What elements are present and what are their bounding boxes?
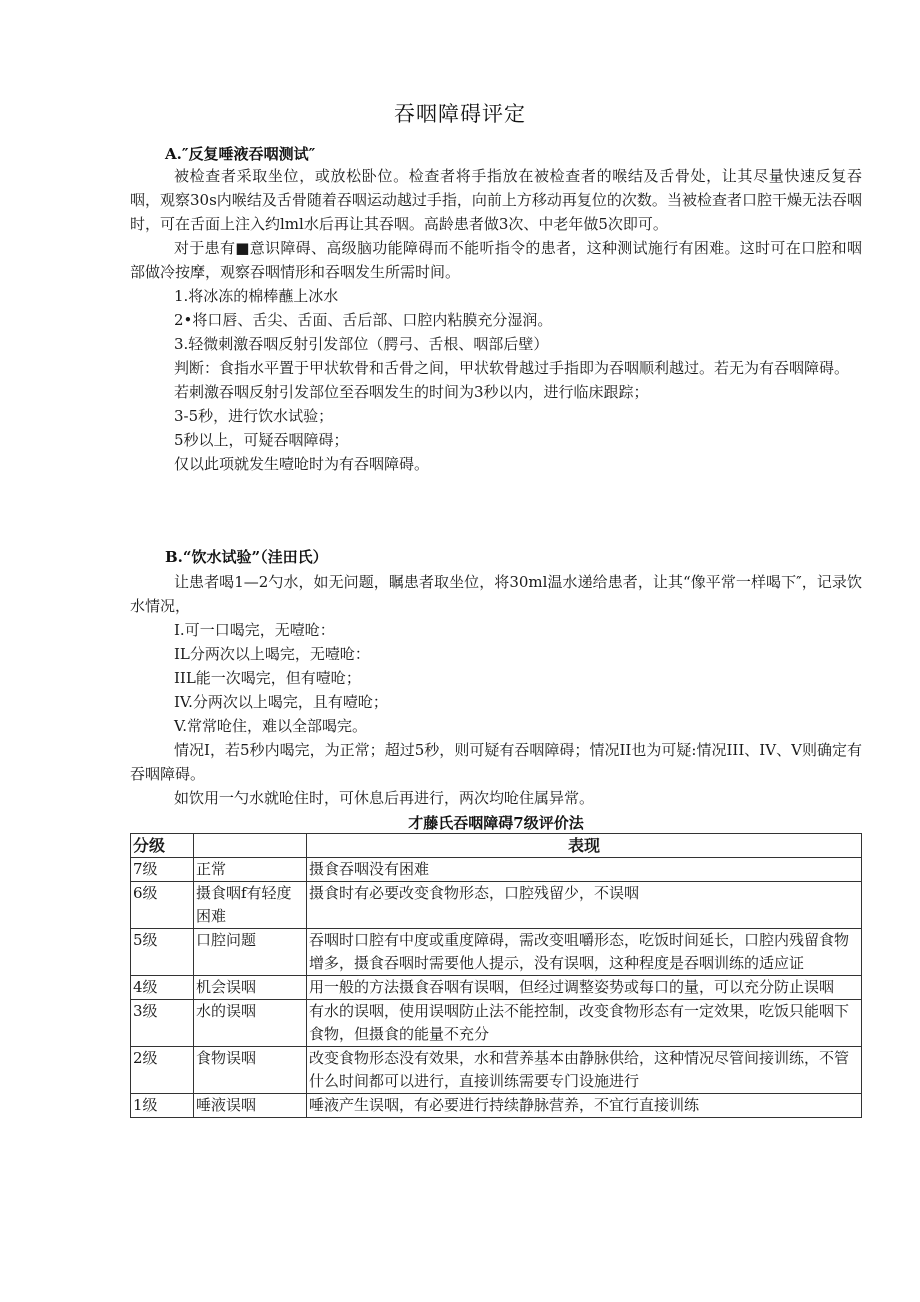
grade-cell: 6级 (131, 882, 194, 929)
section-a-heading: A.″反复唾液吞咽测试″ (165, 145, 316, 163)
section-b-paragraph-3: 如饮用一勺水就呛住时，可休息后再进行，两次均呛住属异常。 (174, 789, 595, 807)
result-item: IL分两次以上喝完，无噎呛： (174, 645, 370, 663)
name-cell: 唾液误咽 (194, 1094, 307, 1118)
name-cell: 食物误咽 (194, 1047, 307, 1094)
name-cell: 摄食咽f有轻度困难 (194, 882, 307, 929)
criterion-item: 5秒以上，可疑吞咽障碍； (174, 431, 349, 449)
grade-cell: 4级 (131, 976, 194, 1000)
description-cell: 用一般的方法摄食吞咽有误咽，但经过调整姿势或每口的量，可以充分防止误咽 (307, 976, 862, 1000)
name-cell: 口腔问题 (194, 929, 307, 976)
grading-table (130, 833, 862, 1118)
section-b-paragraph-2: 情况I，若5秒内喝完，为正常；超过5秒，则可疑有吞咽障碍；情况II也为可疑:情况III、IV、V则确定有吞咽障碍。 (130, 741, 862, 783)
section-b-body (130, 570, 862, 810)
judgement-paragraph: 判断：食指水平置于甲状软骨和舌骨之间，甲状软骨越过手指即为吞咽顺利越过。若无为有吞咽障碍。 (174, 359, 850, 377)
table-header-row (131, 834, 862, 858)
section-b-heading: B.“饮水试验”（洼田氏） (165, 548, 328, 566)
criterion-item: 仅以此项就发生噎呛时为有吞咽障碍。 (174, 455, 430, 473)
table-row (131, 1000, 862, 1047)
section-a-paragraph-1: 被检查者采取坐位，或放松卧位。检查者将手指放在被检查者的喉结及舌骨处，让其尽量快速反复吞咽，观察30s内喉结及舌骨随着吞咽运动越过手指，向前上方移动再复位的次数。当被检查者口腔干燥无法吞咽时，可在舌面上注入约lml水后再让其吞咽。高龄患者做3次、中老年做5次即可。 (130, 167, 862, 233)
grade-cell: 2级 (131, 1047, 194, 1094)
header-grade: 分级 (131, 834, 194, 858)
name-cell: 机会误咽 (194, 976, 307, 1000)
result-item: I.可一口喝完，无噎呛： (174, 621, 335, 639)
step-item: 3.轻微刺激吞咽反射引发部位（腭弓、舌根、咽部后壁） (174, 335, 549, 353)
section-a-body (130, 164, 862, 476)
table-row (131, 1047, 862, 1094)
criterion-item: 若刺激吞咽反射引发部位至吞咽发生的时间为3秒以内，进行临床跟踪； (174, 383, 649, 401)
grade-cell: 3级 (131, 1000, 194, 1047)
table-title: 才藤氏吞咽障碍7级评价法 (408, 814, 584, 832)
name-cell: 正常 (194, 858, 307, 882)
description-cell: 有水的误咽，使用误咽防止法不能控制，改变食物形态有一定效果，吃饭只能咽下食物，但摄食的能量不充分 (307, 1000, 862, 1047)
table-row (131, 1094, 862, 1118)
description-cell: 吞咽时口腔有中度或重度障碍，需改变咀嚼形态，吃饭时间延长，口腔内残留食物增多，摄食吞咽时需要他人提示，没有误咽，这种程度是吞咽训练的适应证 (307, 929, 862, 976)
grade-cell: 1级 (131, 1094, 194, 1118)
section-b-paragraph-1: 让患者喝1—2勺水，如无问题，瞩患者取坐位，将30ml温水递给患者，让其“像平常一样喝下″，记录饮水情况， (130, 573, 862, 615)
result-item: IIL能一次喝完，但有噎呛； (174, 669, 361, 687)
name-cell: 水的误咽 (194, 1000, 307, 1047)
result-item: IV.分两次以上喝完，且有噎呛； (174, 693, 388, 711)
table-row (131, 858, 862, 882)
description-cell: 摄食吞咽没有困难 (307, 858, 862, 882)
table-row (131, 929, 862, 976)
step-item: 1.将冰冻的棉棒蘸上冰水 (174, 287, 339, 305)
header-description: 表现 (307, 834, 862, 858)
criterion-item: 3-5秒，进行饮水试验； (174, 407, 334, 425)
page-title: 吞咽障碍评定 (394, 102, 526, 126)
description-cell: 摄食时有必要改变食物形态，口腔残留少，不误咽 (307, 882, 862, 929)
step-item: 2•将口唇、舌尖、舌面、舌后部、口腔内粘膜充分湿润。 (174, 311, 553, 329)
description-cell: 改变食物形态没有效果，水和营养基本由静脉供给，这种情况尽管间接训练，不管什么时间都可以进行，直接训练需要专门设施进行 (307, 1047, 862, 1094)
header-name (194, 834, 307, 858)
grade-cell: 7级 (131, 858, 194, 882)
table-row (131, 882, 862, 929)
table-row (131, 976, 862, 1000)
section-a-paragraph-2: 对于患有■意识障碍、高级脑功能障碍而不能听指令的患者，这种测试施行有困难。这时可在口腔和咽部做冷按摩，观察吞咽情形和吞咽发生所需时间。 (130, 239, 862, 281)
description-cell: 唾液产生误咽，有必要进行持续静脉营养，不宜行直接训练 (307, 1094, 862, 1118)
result-item: V.常常呛住，难以全部喝完。 (174, 717, 367, 735)
grade-cell: 5级 (131, 929, 194, 976)
